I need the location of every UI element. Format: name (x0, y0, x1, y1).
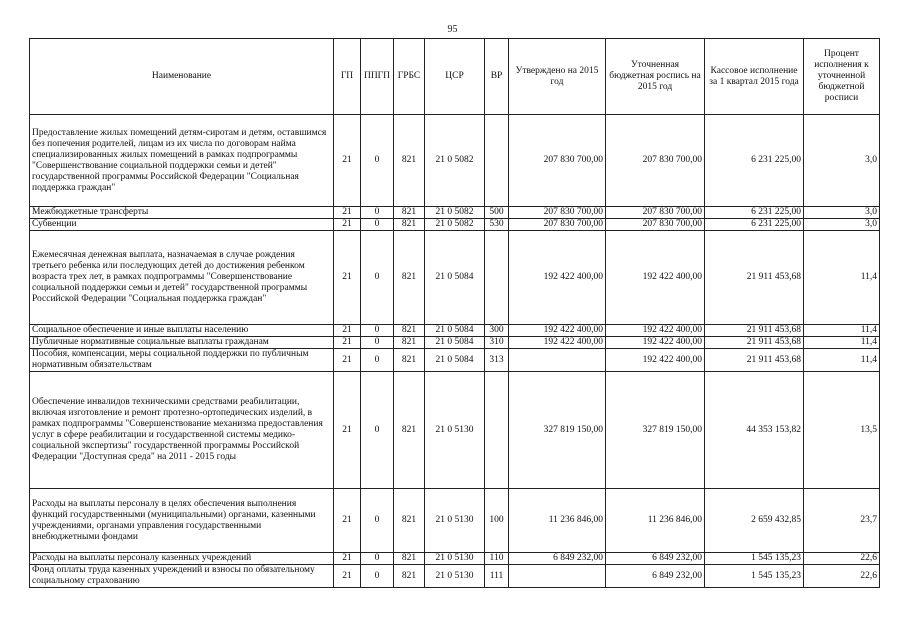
cell-revised: 192 422 400,00 (606, 325, 705, 337)
col-header-name: Наименование (30, 39, 334, 115)
cell-gp: 21 (334, 349, 361, 372)
header-row (30, 39, 880, 115)
cell-vr: 300 (485, 325, 509, 337)
cell-grbs: 821 (394, 553, 425, 565)
cell-revised: 207 830 700,00 (606, 219, 705, 231)
cell-vr: 310 (485, 337, 509, 349)
cell-name: Фонд оплаты труда казенных учреждений и взносы по обязательному социальному страхованию (30, 565, 334, 588)
cell-grbs: 821 (394, 207, 425, 219)
cell-approved: 327 819 150,00 (509, 372, 606, 489)
table-body (30, 115, 880, 588)
cell-csr: 21 0 5130 (425, 372, 485, 489)
cell-name: Расходы на выплаты персоналу в целях обеспечения выполнения функций государственными (муниципальными) органами, казенными учреждениями, органами управления государственными внебюджетными фондами (30, 489, 334, 553)
cell-executed: 21 911 453,68 (705, 337, 804, 349)
cell-ppgp: 0 (361, 115, 394, 207)
cell-csr: 21 0 5130 (425, 489, 485, 553)
table-row (30, 325, 880, 337)
cell-csr: 21 0 5084 (425, 231, 485, 325)
cell-approved (509, 349, 606, 372)
cell-percent: 23,7 (804, 489, 880, 553)
cell-grbs: 821 (394, 565, 425, 588)
cell-percent: 3,0 (804, 219, 880, 231)
cell-ppgp: 0 (361, 231, 394, 325)
cell-grbs: 821 (394, 489, 425, 553)
cell-percent: 11,4 (804, 337, 880, 349)
cell-grbs: 821 (394, 219, 425, 231)
cell-approved: 207 830 700,00 (509, 207, 606, 219)
cell-csr: 21 0 5130 (425, 553, 485, 565)
cell-ppgp: 0 (361, 349, 394, 372)
cell-vr (485, 372, 509, 489)
table-row (30, 207, 880, 219)
cell-approved: 192 422 400,00 (509, 337, 606, 349)
cell-ppgp: 0 (361, 325, 394, 337)
cell-revised: 192 422 400,00 (606, 349, 705, 372)
cell-approved: 6 849 232,00 (509, 553, 606, 565)
cell-executed: 6 231 225,00 (705, 207, 804, 219)
table-row (30, 565, 880, 588)
cell-csr: 21 0 5084 (425, 349, 485, 372)
table-row (30, 489, 880, 553)
cell-name: Межбюджетные трансферты (30, 207, 334, 219)
cell-ppgp: 0 (361, 372, 394, 489)
col-header-percent: Процент исполнения к уточненной бюджетной росписи (804, 39, 880, 115)
col-header-csr: ЦСР (425, 39, 485, 115)
cell-grbs: 821 (394, 115, 425, 207)
cell-vr: 111 (485, 565, 509, 588)
cell-csr: 21 0 5084 (425, 337, 485, 349)
cell-vr (485, 231, 509, 325)
col-header-approved: Утверждено на 2015 год (509, 39, 606, 115)
cell-ppgp: 0 (361, 219, 394, 231)
cell-executed: 6 231 225,00 (705, 219, 804, 231)
table-row (30, 372, 880, 489)
col-header-grbs: ГРБС (394, 39, 425, 115)
cell-vr: 530 (485, 219, 509, 231)
cell-ppgp: 0 (361, 565, 394, 588)
cell-name: Ежемесячная денежная выплата, назначаемая в случае рождения третьего ребенка или последующих детей до достижения ребенком возраста трех лет, в рамках подпрограммы "Совершенствование социальной поддержки семьи и детей" государственной программы Российской Федерации "Социальная поддержка граждан" (30, 231, 334, 325)
cell-executed: 21 911 453,68 (705, 231, 804, 325)
col-header-executed: Кассовое исполнение за 1 квартал 2015 года (705, 39, 804, 115)
cell-grbs: 821 (394, 349, 425, 372)
cell-grbs: 821 (394, 325, 425, 337)
cell-approved: 207 830 700,00 (509, 115, 606, 207)
cell-csr: 21 0 5082 (425, 219, 485, 231)
cell-revised: 192 422 400,00 (606, 337, 705, 349)
cell-gp: 21 (334, 325, 361, 337)
cell-grbs: 821 (394, 231, 425, 325)
col-header-revised: Уточненная бюджетная роспись на 2015 год (606, 39, 705, 115)
cell-ppgp: 0 (361, 207, 394, 219)
col-header-gp: ГП (334, 39, 361, 115)
cell-name: Обеспечение инвалидов техническими средствами реабилитации, включая изготовление и ремонт протезно-ортопедических изделий, в рамках подпрограммы "Совершенствование механизма предоставления услуг в сфере реабилитации и государственной системы медико-социальной экспертизы" государственной программы Российской Федерации "Доступная среда" на 2011 - 2015 годы (30, 372, 334, 489)
cell-revised: 6 849 232,00 (606, 565, 705, 588)
cell-vr (485, 115, 509, 207)
cell-revised: 207 830 700,00 (606, 207, 705, 219)
cell-gp: 21 (334, 372, 361, 489)
cell-executed: 44 353 153,82 (705, 372, 804, 489)
cell-ppgp: 0 (361, 489, 394, 553)
cell-executed: 21 911 453,68 (705, 349, 804, 372)
table-row (30, 231, 880, 325)
cell-grbs: 821 (394, 337, 425, 349)
cell-executed: 21 911 453,68 (705, 325, 804, 337)
cell-ppgp: 0 (361, 553, 394, 565)
table-row (30, 553, 880, 565)
cell-percent: 11,4 (804, 325, 880, 337)
cell-approved: 192 422 400,00 (509, 231, 606, 325)
cell-name: Социальное обеспечение и иные выплаты населению (30, 325, 334, 337)
cell-gp: 21 (334, 337, 361, 349)
cell-approved: 207 830 700,00 (509, 219, 606, 231)
cell-approved (509, 565, 606, 588)
cell-gp: 21 (334, 565, 361, 588)
cell-revised: 192 422 400,00 (606, 231, 705, 325)
page-number: 95 (447, 24, 458, 35)
col-header-vr: ВР (485, 39, 509, 115)
cell-approved: 192 422 400,00 (509, 325, 606, 337)
cell-grbs: 821 (394, 372, 425, 489)
cell-percent: 11,4 (804, 231, 880, 325)
table-row (30, 219, 880, 231)
cell-executed: 1 545 135,23 (705, 565, 804, 588)
cell-percent: 3,0 (804, 115, 880, 207)
cell-percent: 3,0 (804, 207, 880, 219)
table-row (30, 337, 880, 349)
cell-vr: 313 (485, 349, 509, 372)
cell-csr: 21 0 5082 (425, 207, 485, 219)
cell-name: Пособия, компенсации, меры социальной поддержки по публичным нормативным обязательствам (30, 349, 334, 372)
cell-gp: 21 (334, 553, 361, 565)
cell-name: Расходы на выплаты персоналу казенных учреждений (30, 553, 334, 565)
cell-percent: 11,4 (804, 349, 880, 372)
cell-executed: 1 545 135,23 (705, 553, 804, 565)
cell-gp: 21 (334, 219, 361, 231)
cell-vr: 500 (485, 207, 509, 219)
col-header-ppgp: ППГП (361, 39, 394, 115)
cell-percent: 22,6 (804, 565, 880, 588)
cell-executed: 2 659 432,85 (705, 489, 804, 553)
cell-revised: 327 819 150,00 (606, 372, 705, 489)
cell-ppgp: 0 (361, 337, 394, 349)
cell-vr: 110 (485, 553, 509, 565)
cell-percent: 22,6 (804, 553, 880, 565)
cell-executed: 6 231 225,00 (705, 115, 804, 207)
cell-percent: 13,5 (804, 372, 880, 489)
cell-gp: 21 (334, 231, 361, 325)
budget-table (29, 38, 880, 588)
cell-name: Субвенции (30, 219, 334, 231)
cell-gp: 21 (334, 207, 361, 219)
cell-csr: 21 0 5130 (425, 565, 485, 588)
cell-approved: 11 236 846,00 (509, 489, 606, 553)
cell-name: Предоставление жилых помещений детям-сиротам и детям, оставшимся без попечения родителей, лицам из их числа по договорам найма специализированных жилых помещений в рамках подпрограммы "Совершенствование социальной поддержки семьи и детей" государственной программы Российской Федерации "Социальная поддержка граждан" (30, 115, 334, 207)
cell-csr: 21 0 5084 (425, 325, 485, 337)
cell-gp: 21 (334, 115, 361, 207)
cell-gp: 21 (334, 489, 361, 553)
table-row (30, 349, 880, 372)
cell-revised: 207 830 700,00 (606, 115, 705, 207)
cell-vr: 100 (485, 489, 509, 553)
cell-revised: 11 236 846,00 (606, 489, 705, 553)
cell-name: Публичные нормативные социальные выплаты гражданам (30, 337, 334, 349)
cell-csr: 21 0 5082 (425, 115, 485, 207)
cell-revised: 6 849 232,00 (606, 553, 705, 565)
table-row (30, 115, 880, 207)
